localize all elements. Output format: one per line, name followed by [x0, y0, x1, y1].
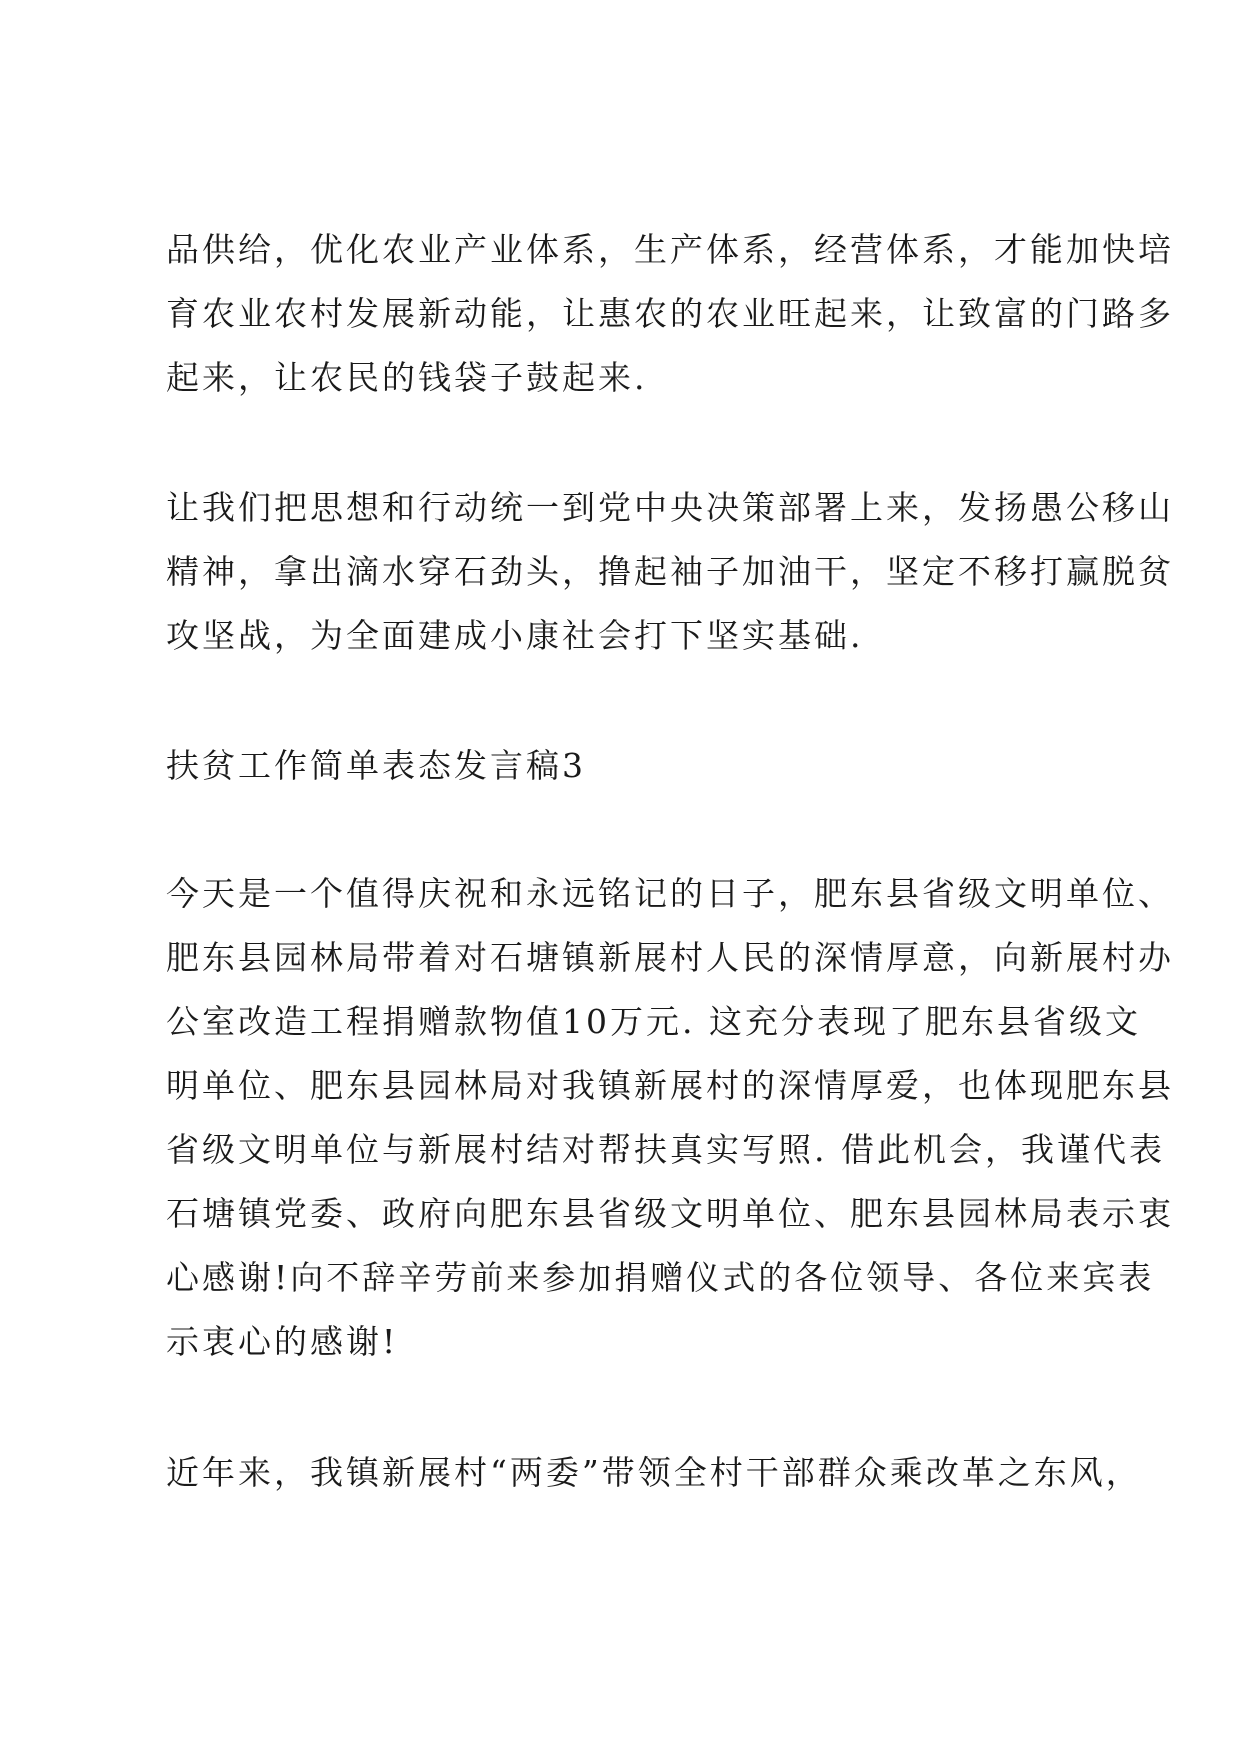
- text-line: 心感谢!向不辞辛劳前来参加捐赠仪式的各位领导、各位来宾表: [166, 1258, 1155, 1297]
- paragraph-recent-years: [166, 1441, 1142, 1505]
- text-line: 精神，拿出滴水穿石劲头，撸起袖子加油干，坚定不移打赢脱贫: [166, 552, 1174, 591]
- text-line: 肥东县园林局带着对石塘镇新展村人民的深情厚意，向新展村办: [166, 938, 1174, 977]
- text-line: 育农业农村发展新动能，让惠农的农业旺起来，让致富的门路多: [166, 294, 1174, 333]
- text-line: 今天是一个值得庆祝和永远铭记的日子，肥东县省级文明单位、: [166, 874, 1174, 913]
- heading-text: 扶贫工作简单表态发言稿3: [166, 746, 586, 785]
- text-line: 攻坚战，为全面建成小康社会打下坚实基础.: [166, 616, 864, 655]
- text-line: 明单位、肥东县园林局对我镇新展村的深情厚爱，也体现肥东县: [166, 1066, 1174, 1105]
- text-line: 起来，让农民的钱袋子鼓起来.: [166, 358, 648, 397]
- text-line: 石塘镇党委、政府向肥东县省级文明单位、肥东县园林局表示衷: [166, 1194, 1174, 1233]
- text-line: 省级文明单位与新展村结对帮扶真实写照. 借此机会，我谨代表: [166, 1130, 1165, 1169]
- paragraph-unify-action: [166, 476, 1174, 668]
- text-line: 品供给，优化农业产业体系，生产体系，经营体系，才能加快培: [166, 230, 1174, 269]
- text-line: 近年来，我镇新展村“两委”带领全村干部群众乘改革之东风，: [166, 1453, 1142, 1492]
- text-line: 示衷心的感谢!: [166, 1322, 399, 1361]
- section-heading: [166, 734, 1096, 798]
- paragraph-donation: [166, 862, 1174, 1374]
- text-line: 公室改造工程捐赠款物值10万元. 这充分表现了肥东县省级文: [166, 1002, 1141, 1041]
- paragraph-agri-supply: [166, 218, 1174, 410]
- text-line: 让我们把思想和行动统一到党中央决策部署上来，发扬愚公移山: [166, 488, 1174, 527]
